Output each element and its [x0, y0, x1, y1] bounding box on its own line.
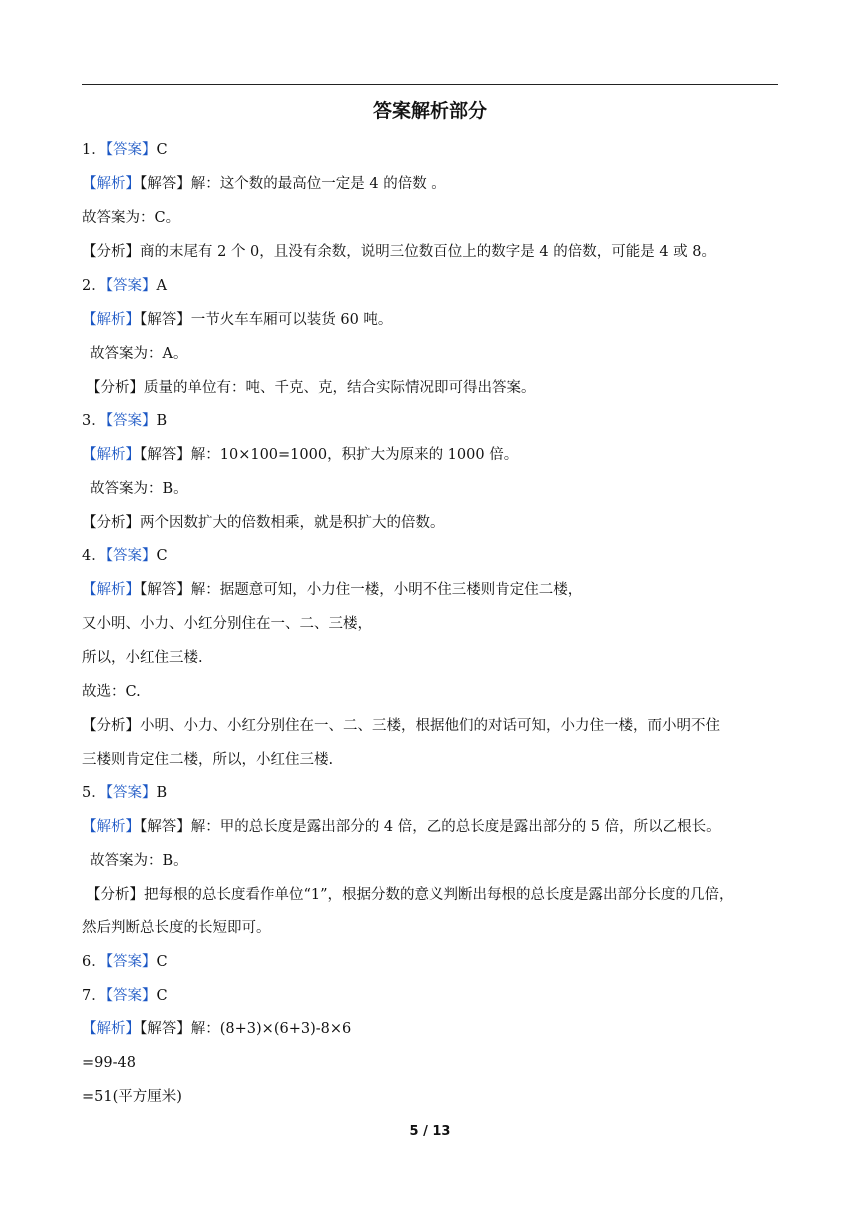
answer-tag: 【答案】 — [105, 954, 157, 970]
q4-analysis-line — [82, 716, 720, 736]
q4-solution-line — [82, 580, 582, 600]
question-number: 7． — [82, 988, 106, 1004]
jiexi-tag: 【解析】 — [82, 447, 140, 463]
analysis-text: 小明、小力、小红分别住在一、二、三楼，根据他们的对话可知，小力住一楼，而小明不住 — [140, 718, 720, 734]
q7-solution-line-2: =99-48 — [82, 1055, 136, 1071]
fenxi-tag: 【分析】 — [86, 887, 144, 903]
q3-analysis-line — [82, 513, 445, 533]
fenxi-tag: 【分析】 — [86, 380, 144, 396]
q4-solution-line-3: 所以，小红住三楼. — [82, 650, 203, 666]
q3-answer-line — [82, 411, 167, 431]
fenxi-tag: 【分析】 — [82, 244, 140, 260]
answer-tag: 【答案】 — [105, 142, 157, 158]
answer-value: B — [156, 413, 168, 429]
q4-solution-line-2: 又小明、小力、小红分别住在一、二、三楼， — [82, 616, 372, 632]
q3-conclusion: 故答案为：B。 — [90, 481, 188, 497]
jiexi-tag: 【解析】 — [82, 819, 140, 835]
q7-solution-line — [82, 1019, 351, 1039]
answer-value: A — [156, 278, 167, 294]
page-number: 5 / 13 — [409, 1124, 451, 1139]
answer-tag: 【答案】 — [105, 785, 157, 801]
solution-text: 解：据题意可知，小力住一楼，小明不住三楼则肯定住二楼， — [190, 582, 583, 598]
q3-solution-line — [82, 445, 518, 465]
q2-analysis-line — [86, 378, 536, 398]
solution-text: 一节火车车厢可以装货 60 吨。 — [190, 312, 393, 328]
solution-text: 解：(8+3)×(6+3)-8×6 — [190, 1021, 352, 1037]
q5-conclusion: 故答案为：B。 — [90, 853, 188, 869]
q6-answer-line — [82, 952, 168, 972]
q4-conclusion: 故选：C. — [82, 684, 141, 700]
fenxi-tag: 【分析】 — [82, 515, 140, 531]
question-number: 6． — [82, 954, 106, 970]
q4-answer-line — [82, 546, 168, 566]
q1-solution-line — [82, 174, 446, 194]
q1-conclusion: 故答案为：C。 — [82, 210, 181, 226]
jiexi-tag: 【解析】 — [82, 582, 140, 598]
answer-tag: 【答案】 — [105, 548, 157, 564]
jieda-tag: 【解答】 — [140, 819, 191, 835]
q1-answer-line — [82, 140, 168, 160]
analysis-text: 两个因数扩大的倍数相乘，就是积扩大的倍数。 — [140, 515, 445, 531]
analysis-text: 把每根的总长度看作单位“1”，根据分数的意义判断出每根的总长度是露出部分长度的几倍， — [144, 887, 734, 903]
q7-answer-line — [82, 986, 168, 1006]
solution-text: 解：这个数的最高位一定是 4 的倍数 。 — [190, 176, 446, 192]
q2-conclusion: 故答案为：A。 — [90, 346, 188, 362]
q2-answer-line — [82, 276, 167, 296]
question-number: 3． — [82, 413, 106, 429]
q5-solution-line — [82, 817, 721, 837]
jieda-tag: 【解答】 — [140, 582, 191, 598]
answer-value: C — [156, 954, 168, 970]
answer-tag: 【答案】 — [105, 988, 157, 1004]
question-number: 4． — [82, 548, 106, 564]
q1-analysis-line — [82, 242, 716, 262]
page-title: 答案解析部分 — [372, 100, 487, 122]
answer-value: C — [156, 142, 168, 158]
fenxi-tag: 【分析】 — [82, 718, 140, 734]
q7-solution-line-3: =51(平方厘米) — [82, 1089, 182, 1105]
solution-text: 解：甲的总长度是露出部分的 4 倍，乙的总长度是露出部分的 5 倍，所以乙根长。 — [190, 819, 721, 835]
jiexi-tag: 【解析】 — [82, 176, 140, 192]
jiexi-tag: 【解析】 — [82, 1021, 140, 1037]
answer-tag: 【答案】 — [105, 413, 157, 429]
q2-solution-line — [82, 310, 392, 330]
q5-analysis-line — [86, 885, 734, 905]
header-rule — [82, 84, 778, 85]
jiexi-tag: 【解析】 — [82, 312, 140, 328]
solution-text: 解：10×100=1000，积扩大为原来的 1000 倍。 — [190, 447, 519, 463]
q5-analysis-line-2: 然后判断总长度的长短即可。 — [82, 920, 271, 936]
answer-value: B — [156, 785, 168, 801]
question-number: 1． — [82, 142, 106, 158]
jieda-tag: 【解答】 — [140, 312, 191, 328]
question-number: 5． — [82, 785, 106, 801]
analysis-text: 质量的单位有：吨、千克、克，结合实际情况即可得出答案。 — [144, 380, 536, 396]
jieda-tag: 【解答】 — [140, 176, 191, 192]
analysis-text: 商的末尾有 2 个 0，且没有余数，说明三位数百位上的数字是 4 的倍数，可能是 4 或 8。 — [140, 244, 716, 260]
jieda-tag: 【解答】 — [140, 1021, 191, 1037]
answer-value: C — [156, 988, 168, 1004]
question-number: 2． — [82, 278, 106, 294]
answer-tag: 【答案】 — [105, 278, 157, 294]
jieda-tag: 【解答】 — [140, 447, 191, 463]
answer-value: C — [156, 548, 168, 564]
q4-analysis-line-2: 三楼则肯定住二楼，所以，小红住三楼. — [82, 752, 334, 768]
q5-answer-line — [82, 783, 167, 803]
